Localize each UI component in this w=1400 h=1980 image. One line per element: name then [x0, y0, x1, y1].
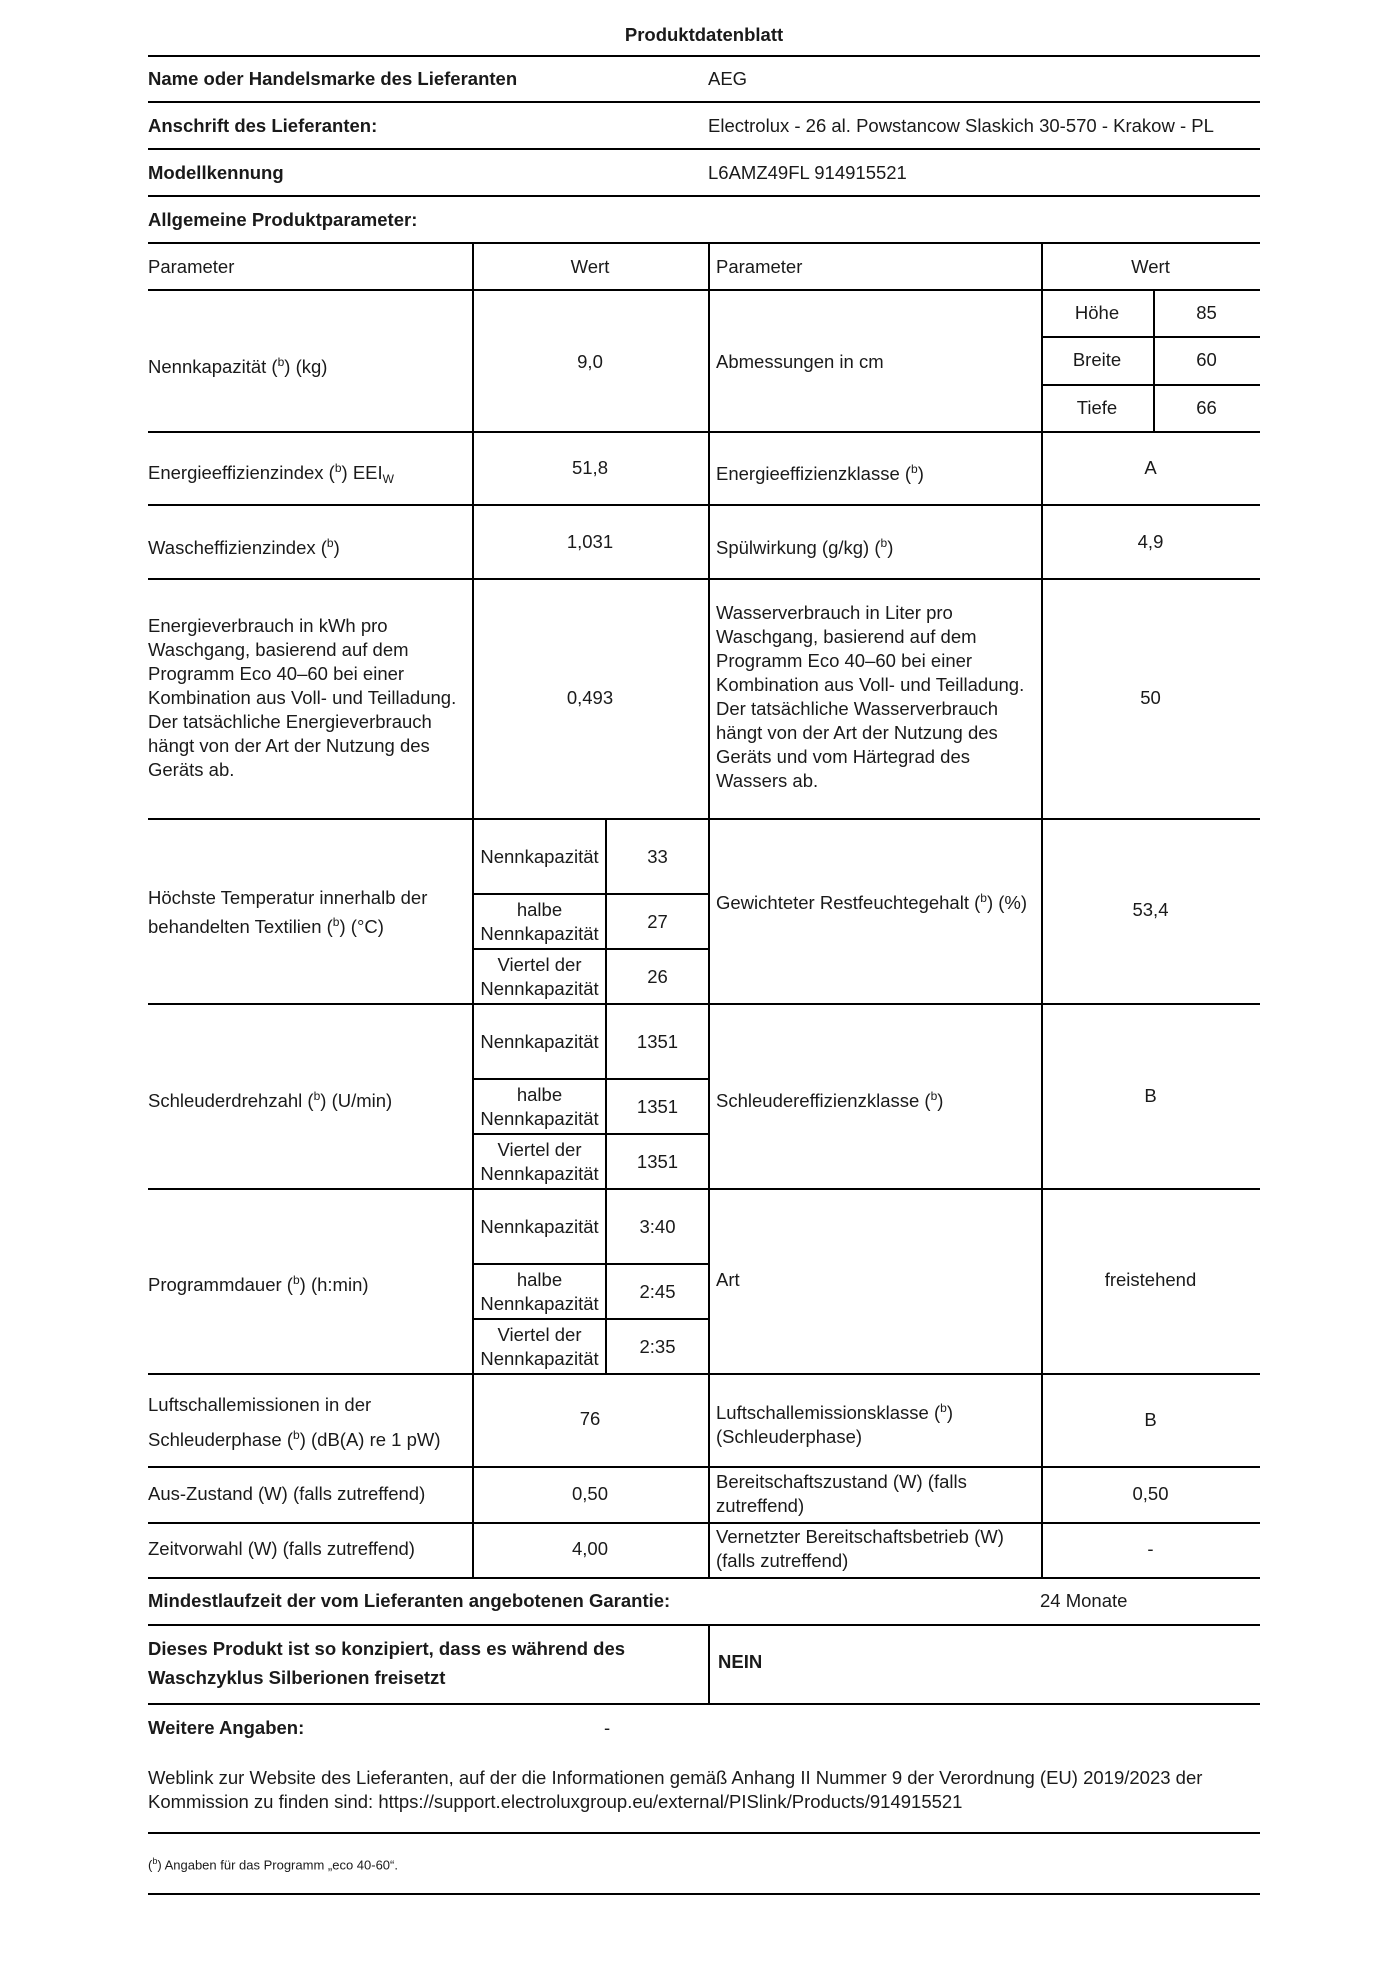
- rule: [148, 55, 1260, 57]
- rule: [148, 1466, 1260, 1468]
- load-label-half: halbe Nennkapazität: [480, 898, 599, 944]
- load-label-half: halbe Nennkapazität: [480, 1083, 599, 1129]
- height-label: Höhe: [1074, 302, 1120, 323]
- rule: [708, 1624, 710, 1703]
- duration-half-value: 2:45: [639, 1280, 676, 1302]
- moisture-value: 53,4: [1132, 899, 1169, 920]
- column-header-value: Wert: [1131, 256, 1170, 277]
- eei-label: Energieeffizienzindex ($^b$) $EEI_W$: [148, 461, 394, 487]
- column-header-parameter: Parameter: [716, 256, 803, 277]
- capacity-label: Nennkapazität ($^b$) (kg): [148, 355, 328, 378]
- temperature-full-value: 33: [647, 845, 668, 867]
- model-value: L6AMZ49FL 914915521: [708, 162, 907, 183]
- column-header-value: Wert: [570, 256, 610, 277]
- temperature-quarter-value: 26: [647, 965, 668, 987]
- energy-class-label: Energieeffizienzklasse ($^b$): [716, 462, 924, 485]
- delay-start-value: 4,00: [571, 1538, 608, 1559]
- temperature-half-value: 27: [647, 910, 668, 932]
- further-info-value: -: [604, 1717, 611, 1738]
- rule: [148, 289, 1260, 291]
- wash-efficiency-value: 1,031: [566, 531, 614, 552]
- spin-class-value: B: [1144, 1085, 1157, 1106]
- type-label: Art: [716, 1269, 740, 1290]
- silver-ions-label: Dieses Produkt ist so konzipiert, dass es während des Waschzyklus Silberionen freisetzt: [148, 1638, 626, 1688]
- silver-ions-value: NEIN: [718, 1651, 763, 1672]
- water-consumption-label: Wasserverbrauch in Liter pro Waschgang, basierend auf dem Programm Eco 40–60 bei einer Kombination aus Voll- und Teilladung. Der tatsächliche Wasserverbrauch hängt von der Art der Nutzung des Geräts und vom Härtegrad des Wassers ab.: [716, 602, 1025, 791]
- spin-full-value: 1351: [636, 1030, 679, 1052]
- rinse-value: 4,9: [1137, 531, 1164, 552]
- load-label-full: Nennkapazität: [480, 1030, 599, 1052]
- rule: [148, 1624, 1260, 1626]
- spin-half-value: 1351: [636, 1095, 679, 1117]
- noise-value: 76: [579, 1408, 601, 1429]
- delay-start-label: Zeitvorwahl (W) (falls zutreffend): [148, 1538, 415, 1559]
- rule: [148, 504, 1260, 506]
- page-title: Produktdatenblatt: [624, 24, 784, 45]
- column-header-parameter: Parameter: [148, 256, 235, 277]
- noise-label: Luftschallemissionen in der Schleuderphase ($^b$) (dB(A) re 1 pW): [148, 1394, 441, 1451]
- width-value: 60: [1196, 349, 1217, 370]
- rule: [148, 148, 1260, 150]
- model-label: Modellkennung: [148, 162, 284, 183]
- rule: [1041, 384, 1260, 386]
- rinse-label: Spülwirkung (g/kg) ($^b$): [716, 536, 894, 559]
- rule: [1041, 336, 1260, 338]
- capacity-value: 9,0: [577, 351, 603, 372]
- supplier-address-label: Anschrift des Lieferanten:: [148, 115, 378, 136]
- load-label-half: halbe Nennkapazität: [480, 1268, 599, 1314]
- rule: [148, 195, 1260, 197]
- rule: [148, 1703, 1260, 1705]
- moisture-label: Gewichteter Restfeuchtegehalt ($^b$) (%): [716, 891, 1028, 914]
- networked-standby-value: -: [1147, 1538, 1154, 1559]
- load-label-full: Nennkapazität: [480, 845, 599, 867]
- energy-class-value: A: [1144, 457, 1157, 478]
- load-label-full: Nennkapazität: [480, 1215, 599, 1237]
- rule: [148, 1832, 1260, 1834]
- warranty-value: 24 Monate: [1040, 1590, 1128, 1611]
- spin-class-label: Schleudereffizienzklasse ($^b$): [716, 1089, 944, 1112]
- standby-label: Bereitschaftszustand (W) (falls zutreffend): [716, 1471, 967, 1516]
- general-parameters-heading: Allgemeine Produktparameter:: [148, 209, 418, 230]
- spin-quarter-value: 1351: [636, 1150, 679, 1172]
- off-mode-value: 0,50: [571, 1483, 608, 1504]
- duration-quarter-value: 2:35: [639, 1335, 676, 1357]
- load-label-quarter: Viertel der Nennkapazität: [480, 1323, 599, 1369]
- dimensions-label: Abmessungen in cm: [716, 351, 884, 372]
- standby-value: 0,50: [1132, 1483, 1169, 1504]
- weblink-text: Weblink zur Website des Lieferanten, auf der die Informationen gemäß Anhang II Nummer 9 der Verordnung (EU) 2019/2023 der Kommission zu finden sind: https://support.electroluxgroup.eu/external/PISlink/Products/914915521: [148, 1767, 1203, 1812]
- type-value: freistehend: [1104, 1269, 1197, 1290]
- rule: [148, 1522, 1260, 1524]
- footnote: ($^b$) Angaben für das Programm „eco 40-60“.: [148, 1856, 398, 1873]
- further-info-label: Weitere Angaben:: [148, 1717, 305, 1738]
- warranty-label: Mindestlaufzeit der vom Lieferanten angebotenen Garantie:: [148, 1590, 671, 1611]
- supplier-address-value: Electrolux - 26 al. Powstancow Slaskich 30-570 - Krakow - PL: [708, 115, 1214, 136]
- load-label-quarter: Viertel der Nennkapazität: [480, 1138, 599, 1184]
- wash-efficiency-label: Wascheffizienzindex ($^b$): [148, 536, 340, 559]
- rule: [148, 1893, 1260, 1895]
- height-value: 85: [1196, 302, 1217, 323]
- rule: [148, 242, 1260, 244]
- width-label: Breite: [1072, 349, 1122, 370]
- depth-value: 66: [1196, 397, 1217, 418]
- noise-class-value: B: [1144, 1409, 1157, 1430]
- noise-class-label: Luftschallemissionsklasse ($^b$) (Schleuderphase): [716, 1401, 954, 1448]
- rule: [148, 578, 1260, 580]
- rule: [148, 1577, 1260, 1579]
- supplier-name-label: Name oder Handelsmarke des Lieferanten: [148, 68, 518, 89]
- rule: [148, 101, 1260, 103]
- eei-value: 51,8: [571, 457, 608, 478]
- duration-full-value: 3:40: [639, 1215, 676, 1237]
- depth-label: Tiefe: [1076, 397, 1118, 418]
- spin-speed-label: Schleuderdrehzahl ($^b$) (U/min): [148, 1089, 393, 1112]
- rule: [708, 242, 710, 1577]
- energy-consumption-label: Energieverbrauch in kWh pro Waschgang, basierend auf dem Programm Eco 40–60 bei einer Kombination aus Voll- und Teilladung. Der tatsächliche Energieverbrauch hängt von der Art der Nutzung des Geräts ab.: [148, 615, 457, 780]
- networked-standby-label: Vernetzter Bereitschaftsbetrieb (W) (falls zutreffend): [716, 1526, 1004, 1571]
- energy-consumption-value: 0,493: [566, 687, 614, 708]
- product-data-sheet: [148, 0, 1260, 1980]
- rule: [148, 1373, 1260, 1375]
- off-mode-label: Aus-Zustand (W) (falls zutreffend): [148, 1483, 426, 1504]
- rule: [148, 431, 1260, 433]
- water-consumption-value: 50: [1140, 687, 1161, 708]
- duration-label: Programmdauer ($^b$) (h:min): [148, 1273, 369, 1296]
- temperature-label: Höchste Temperatur innerhalb der behandelten Textilien ($^b$) (°C): [148, 887, 428, 938]
- load-label-quarter: Viertel der Nennkapazität: [480, 953, 599, 999]
- supplier-name-value: AEG: [708, 68, 748, 89]
